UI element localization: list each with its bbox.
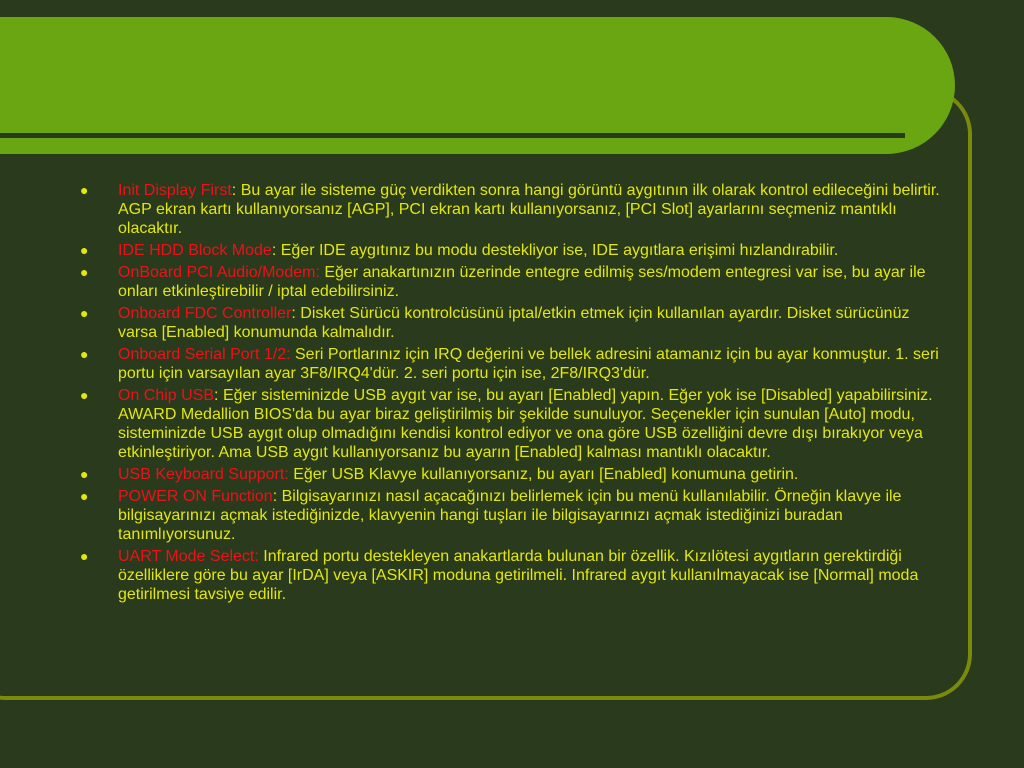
setting-description: : Bilgisayarınızı nasıl açacağınızı belirlemek için bu menü kullanılabilir. Örneğin klavye ile bilgisayarınızı açmak istediğinizde, klavyenin hangi tuşları ile bilgisayarınızı açmak istediğinizi buradan tanımlıyorsunuz. bbox=[118, 488, 902, 543]
setting-term: OnBoard PCI Audio/Modem: bbox=[118, 264, 320, 281]
list-item bbox=[78, 345, 948, 383]
setting-term: Onboard FDC Controller bbox=[118, 305, 292, 322]
setting-description: Seri Portlarınız için IRQ değerini ve bellek adresini atamanız için bu ayar konmuştur. 1. seri portu için varsayılan ayar 3F8/IRQ4'dür. 2. seri portu için ise, 2F8/IRQ3'dür. bbox=[118, 346, 939, 382]
setting-description: Eğer USB Klavye kullanıyorsanız, bu ayarı [Enabled] konumuna getirin. bbox=[288, 466, 799, 483]
bullet-icon: ● bbox=[80, 305, 89, 321]
setting-description: : Eğer IDE aygıtınız bu modu destekliyor ise, IDE aygıtlara erişimi hızlandırabilir. bbox=[271, 242, 839, 259]
setting-term: Onboard Serial Port 1/2: bbox=[118, 346, 291, 363]
bullet-list bbox=[78, 181, 948, 607]
bullet-icon: ● bbox=[80, 242, 89, 258]
setting-term: POWER ON Function bbox=[118, 488, 273, 505]
bullet-icon: ● bbox=[80, 488, 89, 504]
list-item bbox=[78, 181, 948, 238]
bullet-icon: ● bbox=[80, 264, 89, 280]
setting-description: Infrared portu destekleyen anakartlarda bulunan bir özellik. Kızılötesi aygıtların gerektirdiği özelliklere göre bu ayar [IrDA] veya [ASKIR] moduna getirilmeli. Infrared aygıt kullanılmayacak ise [Normal] moda getirilmesi tavsiye edilir. bbox=[118, 548, 919, 603]
bullet-icon: ● bbox=[80, 387, 89, 403]
bullet-icon: ● bbox=[80, 346, 89, 362]
title-divider bbox=[0, 133, 905, 138]
setting-description: : Eğer sisteminizde USB aygıt var ise, bu ayarı [Enabled] yapın. Eğer yok ise [Disabled] yapabilirsiniz. AWARD Medallion BIOS'da bu ayar biraz geliştirilmiş bir şekilde sunuluyor. Seçenekler için sunulan [Auto] modu, sisteminizde USB aygıt olup olmadığını kendisi kontrol ediyor ve ona göre USB özelliğini devre dışı bırakıyor veya etkinleştiriyor. Ama USB aygıt kullanıyorsanız bu ayarın [Enabled] kalması mantıklı olacaktır. bbox=[118, 387, 933, 461]
setting-term: UART Mode Select: bbox=[118, 548, 259, 565]
list-item bbox=[78, 386, 948, 462]
bullet-icon: ● bbox=[80, 548, 89, 564]
list-item bbox=[78, 304, 948, 342]
setting-term: Init Display First bbox=[118, 182, 232, 199]
setting-description: : Disket Sürücü kontrolcüsünü iptal/etkin etmek için kullanılan ayardır. Disket sürücünüz varsa [Enabled] konumunda kalmalıdır. bbox=[118, 305, 910, 341]
setting-description: Eğer anakartınızın üzerinde entegre edilmiş ses/modem entegresi var ise, bu ayar ile onları etkinleştirebilir / iptal edebilirsiniz. bbox=[118, 264, 926, 300]
list-item bbox=[78, 547, 948, 604]
bullet-icon: ● bbox=[80, 466, 89, 482]
setting-term: IDE HDD Block Mode bbox=[118, 242, 272, 259]
setting-term: On Chip USB bbox=[118, 387, 215, 404]
list-item bbox=[78, 465, 948, 484]
list-item bbox=[78, 263, 948, 301]
list-item bbox=[78, 241, 948, 260]
setting-term: USB Keyboard Support: bbox=[118, 466, 289, 483]
bullet-icon: ● bbox=[80, 182, 89, 198]
setting-description: : Bu ayar ile sisteme güç verdikten sonra hangi görüntü aygıtının ilk olarak kontrol edileceğini belirtir. AGP ekran kartı kullanıyorsanız [AGP], PCI ekran kartı kullanıyorsanız, [PCI Slot] ayarlarını seçmeniz mantıklı olacaktır. bbox=[118, 182, 940, 237]
list-item bbox=[78, 487, 948, 544]
